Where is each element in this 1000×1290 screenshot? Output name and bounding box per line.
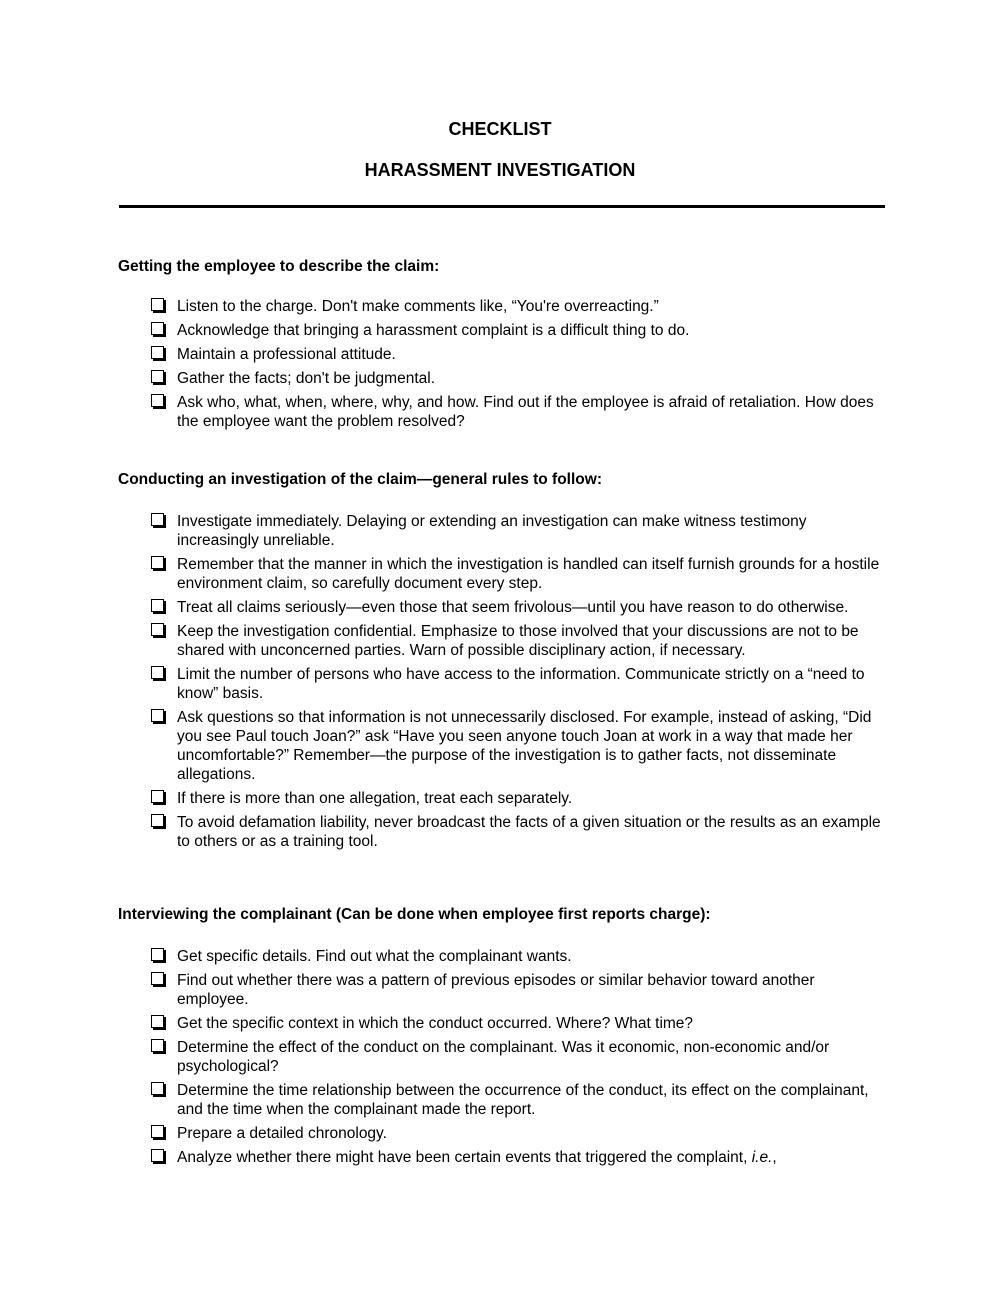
checklist-item [118, 321, 886, 340]
checklist-item [118, 947, 886, 966]
checklist-item [118, 1148, 886, 1167]
checklist-item [118, 369, 886, 388]
checkbox-icon[interactable] [151, 1039, 164, 1052]
checklist-item [118, 789, 886, 808]
checklist-item-text: Ask questions so that information is not unnecessarily disclosed. For example, instead of asking, “Did you see Paul touch Joan?” ask “Have you seen anyone touch Joan at work in a way that made her uncomfortable?” Remember—the purpose of the investigation is to gather facts, not disseminate allegations. [177, 709, 872, 783]
checklist-item [118, 1124, 886, 1143]
section-heading: Getting the employee to describe the claim: [118, 258, 440, 275]
checklist-item [118, 622, 886, 660]
checklist-item-text: Get specific details. Find out what the complainant wants. [177, 948, 572, 965]
document-title: CHECKLIST [448, 119, 552, 139]
checklist-item [118, 345, 886, 364]
checklist [118, 947, 886, 1167]
section-heading: Conducting an investigation of the claim—general rules to follow: [118, 471, 602, 488]
checklist-item [118, 555, 886, 593]
checklist-item-text: Find out whether there was a pattern of previous episodes or similar behavior toward another employee. [177, 972, 815, 1008]
checkbox-icon[interactable] [151, 298, 164, 311]
checklist-item [118, 393, 886, 431]
checklist-item [118, 1038, 886, 1076]
checklist-item [118, 1081, 886, 1119]
checklist-item [118, 708, 886, 784]
checklist-item-text: Maintain a professional attitude. [177, 346, 396, 363]
section-heading: Interviewing the complainant (Can be done when employee first reports charge): [118, 906, 711, 923]
checklist-item-text: Acknowledge that bringing a harassment complaint is a difficult thing to do. [177, 322, 690, 339]
checklist-item-text: To avoid defamation liability, never broadcast the facts of a given situation or the results as an example to others or as a training tool. [177, 814, 881, 850]
checkbox-icon[interactable] [151, 1015, 164, 1028]
checklist-item-text: Ask who, what, when, where, why, and how. Find out if the employee is afraid of retaliation. How does the employee want the problem resolved? [177, 394, 874, 430]
checklist-item-text: Prepare a detailed chronology. [177, 1125, 387, 1142]
checklist-item [118, 512, 886, 550]
checklist-item-text: If there is more than one allegation, treat each separately. [177, 790, 573, 807]
checklist-item-text: Get the specific context in which the conduct occurred. Where? What time? [177, 1015, 694, 1032]
checkbox-icon[interactable] [151, 790, 164, 803]
checklist-item [118, 1014, 886, 1033]
punctuation: , [772, 1149, 777, 1166]
checklist [118, 512, 886, 851]
checklist-item-text: Investigate immediately. Delaying or extending an investigation can make witness testimony increasingly unreliable. [177, 513, 807, 549]
checkbox-icon[interactable] [151, 948, 164, 961]
checkbox-icon[interactable] [151, 972, 164, 985]
checklist-item-text: Treat all claims seriously—even those that seem frivolous—until you have reason to do otherwise. [177, 599, 849, 616]
checkbox-icon[interactable] [151, 814, 164, 827]
section-interview-complainant [118, 905, 886, 1172]
checkbox-icon[interactable] [151, 709, 164, 722]
checkbox-icon[interactable] [151, 556, 164, 569]
checklist-item [118, 665, 886, 703]
checklist-item-text: Gather the facts; don't be judgmental. [177, 370, 436, 387]
checklist-item-text: Keep the investigation confidential. Emphasize to those involved that your discussions are not to be shared with unconcerned parties. Warn of possible disciplinary action, if necessary. [177, 623, 859, 659]
checkbox-icon[interactable] [151, 346, 164, 359]
checkbox-icon[interactable] [151, 370, 164, 383]
checkbox-icon[interactable] [151, 394, 164, 407]
checklist-item [118, 297, 886, 316]
checkbox-icon[interactable] [151, 1149, 164, 1162]
checkbox-icon[interactable] [151, 1082, 164, 1095]
checklist-item-text: Remember that the manner in which the investigation is handled can itself furnish grounds for a hostile environment claim, so carefully document every step. [177, 556, 880, 592]
checkbox-icon[interactable] [151, 513, 164, 526]
checklist-item [118, 971, 886, 1009]
checklist [118, 297, 886, 431]
checklist-item-text: Listen to the charge. Don't make comments like, “You're overreacting.” [177, 298, 659, 315]
checkbox-icon[interactable] [151, 623, 164, 636]
checkbox-icon[interactable] [151, 599, 164, 612]
section-describe-claim [118, 257, 886, 436]
document-subtitle: HARASSMENT INVESTIGATION [364, 160, 636, 180]
section-investigation-rules [118, 470, 886, 856]
checklist-item-text: Determine the effect of the conduct on the complainant. Was it economic, non-economic and/or psychological? [177, 1039, 830, 1075]
checklist-item-text: Limit the number of persons who have access to the information. Communicate strictly on a “need to know” basis. [177, 666, 865, 702]
checkbox-icon[interactable] [151, 1125, 164, 1138]
checklist-item [118, 813, 886, 851]
emphasis-text: i.e. [751, 1149, 773, 1166]
checklist-item-text: Determine the time relationship between the occurrence of the conduct, its effect on the complainant, and the time when the complainant made the report. [177, 1082, 869, 1118]
title-divider [119, 205, 885, 208]
checkbox-icon[interactable] [151, 666, 164, 679]
checkbox-icon[interactable] [151, 322, 164, 335]
checklist-item [118, 598, 886, 617]
checklist-item-text: Analyze whether there might have been certain events that triggered the complaint, [177, 1149, 748, 1166]
